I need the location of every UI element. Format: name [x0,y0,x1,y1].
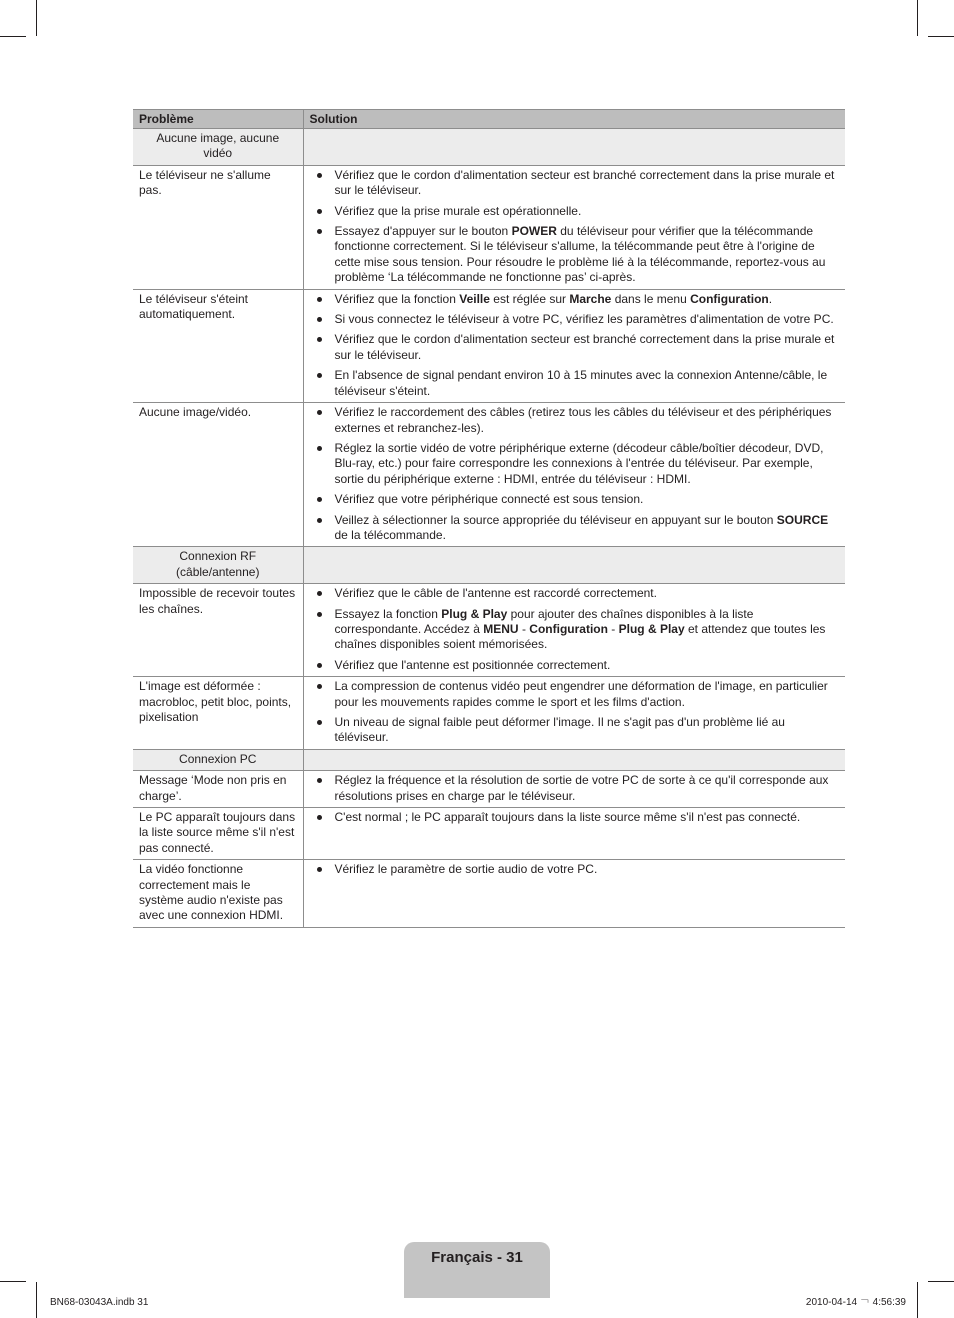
table-row [133,165,845,289]
table-row [133,771,845,808]
solution-list [310,586,840,673]
table-row [133,808,845,860]
table-row [133,584,845,677]
problem-cell: Le téléviseur ne s'allume pas. [133,165,303,289]
solution-item: Réglez la fréquence et la résolution de sortie de votre PC de sorte à ce qu'il corresponde aux résolutions prises en charge par le téléviseur. [310,773,840,804]
section-row [133,547,845,584]
table-row [133,860,845,928]
solution-cell [303,771,845,808]
crop-mark [0,1281,26,1282]
solution-item: C'est normal ; le PC apparaît toujours dans la liste source même s'il n'est pas connecté. [310,810,840,825]
solution-list [310,292,840,399]
solution-item: Vérifiez le raccordement des câbles (retirez tous les câbles du téléviseur et des périphériques externes et rebranchez-les). [310,405,840,436]
solution-list [310,405,840,543]
solution-cell [303,808,845,860]
solution-cell [303,860,845,928]
solution-item: Vérifiez que le cordon d'alimentation secteur est branché correctement dans la prise murale et sur le téléviseur. [310,332,840,363]
solution-item: Vérifiez le paramètre de sortie audio de votre PC. [310,862,840,877]
solution-item: Vérifiez que le cordon d'alimentation secteur est branché correctement dans la prise murale et sur le téléviseur. [310,168,840,199]
problem-cell: Message ‘Mode non pris en charge’. [133,771,303,808]
section-empty-cell [303,749,845,770]
solution-item: La compression de contenus vidéo peut engendrer une déformation de l'image, en particulier pour les mouvements rapides comme le sport et les films d'action. [310,679,840,710]
solution-item: Vérifiez que votre périphérique connecté est sous tension. [310,492,840,507]
section-empty-cell [303,547,845,584]
solution-list [310,810,840,825]
table-header-row [133,110,845,129]
problem-cell: Le téléviseur s'éteint automatiquement. [133,289,303,402]
crop-mark [917,1282,918,1318]
solution-cell [303,584,845,677]
solution-list [310,168,840,286]
problem-cell: Le PC apparaît toujours dans la liste source même s'il n'est pas connecté. [133,808,303,860]
solution-item: Un niveau de signal faible peut déformer l'image. Il ne s'agit pas d'un problème lié au téléviseur. [310,715,840,746]
header-solution: Solution [303,110,845,129]
solution-cell [303,403,845,547]
problem-cell: L'image est déformée : macrobloc, petit bloc, points, pixelisation [133,677,303,750]
table-row [133,403,845,547]
section-title: Connexion PC [133,749,303,770]
page-number-tab [404,1242,550,1298]
solution-list [310,679,840,746]
crop-mark [36,1282,37,1318]
section-title: Aucune image, aucune vidéo [133,129,303,166]
section-row [133,129,845,166]
solution-item: Vérifiez que la fonction Veille est réglée sur Marche dans le menu Configuration. [310,292,840,307]
table-row [133,677,845,750]
section-title: Connexion RF (câble/antenne) [133,547,303,584]
solution-item: En l'absence de signal pendant environ 10 à 15 minutes avec la connexion Antenne/câble, le téléviseur s'éteint. [310,368,840,399]
crop-mark [0,36,26,37]
solution-item: Si vous connectez le téléviseur à votre PC, vérifiez les paramètres d'alimentation de votre PC. [310,312,840,327]
crop-mark [928,36,954,37]
crop-mark [36,0,37,36]
problem-cell: Aucune image/vidéo. [133,403,303,547]
solution-cell [303,165,845,289]
problem-cell: La vidéo fonctionne correctement mais le système audio n'existe pas avec une connexion HDMI. [133,860,303,928]
print-timestamp: 2010-04-14 ￢ 4:56:39 [805,1297,906,1308]
solution-list [310,862,840,877]
solution-item: Réglez la sortie vidéo de votre périphérique externe (décodeur câble/boîtier décodeur, DVD, Blu-ray, etc.) pour faire correspondre les connexions à l'entrée du téléviseur. Par exemple, sortie du périphérique externe : HDMI, entrée du téléviseur : HDMI. [310,441,840,487]
solution-item: Vérifiez que le câble de l'antenne est raccordé correctement. [310,586,840,601]
solution-item: Vérifiez que l'antenne est positionnée correctement. [310,658,840,673]
crop-mark [917,0,918,36]
solution-item: Essayez d'appuyer sur le bouton POWER du téléviseur pour vérifier que la télécommande fonctionne correctement. Si le téléviseur s'allume, la télécommande peut être à l'origine de cette mise sous tension. Pour résoudre le problème lié à la télécommande, reportez-vous au problème ‘La télécommande ne fonctionne pas’ ci-après. [310,224,840,286]
table-row [133,289,845,402]
solution-item: Essayez la fonction Plug & Play pour ajouter des chaînes disponibles à la liste correspondante. Accédez à MENU - Configuration - Plug & Play et attendez que toutes les chaînes disponibles soient mémorisées. [310,607,840,653]
header-problem: Problème [133,110,303,129]
page-label: Français - 31 [431,1249,523,1266]
crop-mark [928,1281,954,1282]
solution-item: Veillez à sélectionner la source appropriée du téléviseur en appuyant sur le bouton SOURCE de la télécommande. [310,513,840,544]
problem-cell: Impossible de recevoir toutes les chaînes. [133,584,303,677]
troubleshooting-table [133,109,845,928]
solution-cell [303,289,845,402]
section-empty-cell [303,129,845,166]
solution-list [310,773,840,804]
solution-item: Vérifiez que la prise murale est opérationnelle. [310,204,840,219]
solution-cell [303,677,845,750]
section-row [133,749,845,770]
table-body [133,129,845,928]
file-info: BN68-03043A.indb 31 [50,1297,149,1308]
